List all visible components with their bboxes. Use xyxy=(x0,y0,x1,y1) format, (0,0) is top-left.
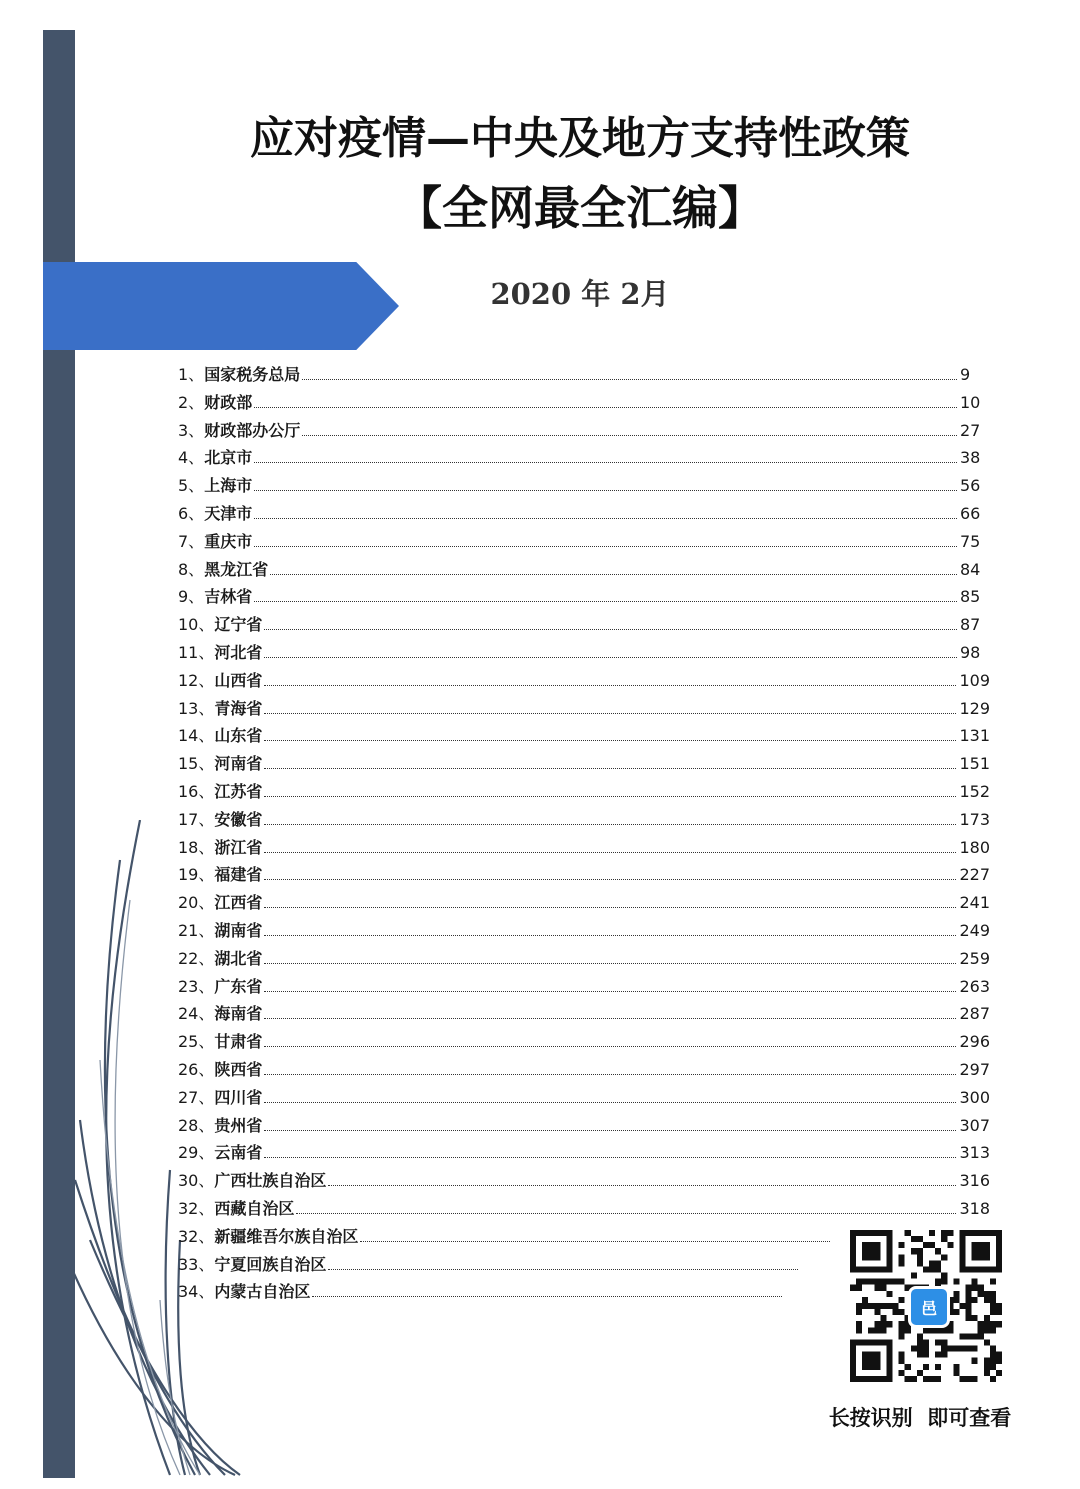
toc-entry[interactable] xyxy=(178,668,990,696)
toc-entry[interactable] xyxy=(178,1279,850,1307)
toc-entry-number: 32、 xyxy=(178,1226,215,1246)
toc-entry-number: 22、 xyxy=(178,948,215,968)
toc-entry-number: 25、 xyxy=(178,1032,215,1052)
toc-dot-leader xyxy=(264,685,956,686)
toc-entry-number: 26、 xyxy=(178,1059,215,1079)
qr-caption: 长按识别 即可查看 xyxy=(828,1406,1012,1430)
toc-entry-label: 吉林省 xyxy=(204,587,253,607)
toc-entry-page: 131 xyxy=(959,726,990,746)
toc-dot-leader xyxy=(264,768,956,769)
toc-dot-leader xyxy=(264,852,956,853)
toc-entry-page: 173 xyxy=(959,809,990,829)
toc-entry-number: 9、 xyxy=(178,587,205,607)
toc-entry[interactable] xyxy=(178,473,990,501)
toc-entry-page: 318 xyxy=(959,1198,990,1218)
toc-entry-page: 313 xyxy=(959,1143,990,1163)
toc-entry-label: 天津市 xyxy=(204,503,253,523)
toc-entry-page: 98 xyxy=(960,642,981,662)
toc-entry[interactable] xyxy=(178,640,990,668)
toc-entry-number: 13、 xyxy=(178,698,215,718)
toc-entry-number: 20、 xyxy=(178,893,215,913)
toc-dot-leader xyxy=(264,1018,956,1019)
toc-entry-number: 1、 xyxy=(178,365,205,384)
toc-entry-page: 75 xyxy=(960,531,981,551)
toc-dot-leader xyxy=(254,462,957,463)
toc-entry-label: 湖北省 xyxy=(214,948,263,968)
toc-dot-leader xyxy=(254,407,957,408)
toc-entry[interactable] xyxy=(178,445,990,473)
toc-entry[interactable] xyxy=(178,501,990,529)
toc-entry[interactable] xyxy=(178,946,990,974)
toc-entry-label: 云南省 xyxy=(214,1143,263,1163)
toc-dot-leader xyxy=(270,574,957,575)
toc-entry[interactable] xyxy=(178,1252,850,1280)
toc-entry-label: 青海省 xyxy=(214,698,263,718)
toc-entry-label: 内蒙古自治区 xyxy=(214,1282,311,1302)
toc-entry-page: 9 xyxy=(960,365,971,384)
toc-entry-page: 10 xyxy=(960,392,981,412)
toc-entry-page: 84 xyxy=(960,559,981,579)
toc-dot-leader xyxy=(264,963,956,964)
toc-dot-leader xyxy=(296,1213,956,1214)
toc-dot-leader xyxy=(264,740,956,741)
toc-entry-number: 5、 xyxy=(178,476,205,496)
toc-entry[interactable] xyxy=(178,1168,990,1196)
toc-entry-label: 上海市 xyxy=(204,476,253,496)
document-date: 2020 年 2月 xyxy=(490,277,670,311)
document-title: 应对疫情—中央及地方支持性政策 xyxy=(250,113,910,164)
toc-entry-label: 陕西省 xyxy=(214,1059,263,1079)
toc-entry-page: 300 xyxy=(959,1087,990,1107)
toc-entry[interactable] xyxy=(178,1085,990,1113)
toc-entry-number: 19、 xyxy=(178,865,215,885)
toc-entry[interactable] xyxy=(178,1224,850,1252)
toc-entry[interactable] xyxy=(178,584,990,612)
toc-entry-number: 21、 xyxy=(178,920,215,940)
toc-entry-page: 27 xyxy=(960,420,981,440)
toc-entry-label: 财政部 xyxy=(204,392,253,412)
toc-entry[interactable] xyxy=(178,529,990,557)
toc-dot-leader xyxy=(360,1241,830,1242)
toc-entry-label: 山东省 xyxy=(214,726,263,746)
toc-entry-label: 福建省 xyxy=(214,865,263,885)
toc-entry-number: 10、 xyxy=(178,615,215,635)
toc-entry[interactable] xyxy=(178,862,990,890)
toc-entry[interactable] xyxy=(178,751,990,779)
toc-entry-label: 江西省 xyxy=(214,893,263,913)
qr-logo-badge: 邑 xyxy=(908,1286,950,1328)
toc-entry-number: 27、 xyxy=(178,1087,215,1107)
toc-entry-number: 4、 xyxy=(178,448,205,468)
toc-entry-number: 11、 xyxy=(178,642,215,662)
toc-entry-number: 17、 xyxy=(178,809,215,829)
toc-dot-leader xyxy=(254,490,957,491)
toc-entry-number: 24、 xyxy=(178,1004,215,1024)
toc-entry-label: 北京市 xyxy=(204,448,253,468)
toc-entry[interactable] xyxy=(178,723,990,751)
toc-entry[interactable] xyxy=(178,890,990,918)
toc-entry-label: 河北省 xyxy=(214,642,263,662)
toc-entry-number: 18、 xyxy=(178,837,215,857)
toc-entry[interactable] xyxy=(178,557,990,585)
toc-entry[interactable] xyxy=(178,835,990,863)
toc-entry-label: 西藏自治区 xyxy=(214,1198,295,1218)
toc-entry[interactable] xyxy=(178,696,990,724)
toc-entry-label: 辽宁省 xyxy=(214,615,263,635)
toc-entry[interactable] xyxy=(178,418,990,446)
toc-entry-page: 316 xyxy=(959,1171,990,1191)
toc-entry-label: 重庆市 xyxy=(204,531,253,551)
toc-dot-leader xyxy=(264,657,957,658)
toc-entry-label: 山西省 xyxy=(214,670,263,690)
toc-entry-page: 263 xyxy=(959,976,990,996)
toc-entry-number: 30、 xyxy=(178,1171,215,1191)
toc-dot-leader xyxy=(264,1157,956,1158)
toc-dot-leader xyxy=(302,435,957,436)
toc-dot-leader xyxy=(254,601,957,602)
toc-entry-number: 6、 xyxy=(178,503,205,523)
toc-entry-number: 34、 xyxy=(178,1282,215,1302)
toc-entry-label: 宁夏回族自治区 xyxy=(214,1254,327,1274)
toc-dot-leader xyxy=(254,546,957,547)
toc-entry-label: 黑龙江省 xyxy=(204,559,269,579)
toc-entry-label: 新疆维吾尔族自治区 xyxy=(214,1226,359,1246)
toc-entry[interactable] xyxy=(178,974,990,1002)
toc-entry-page: 307 xyxy=(959,1115,990,1135)
toc-dot-leader xyxy=(264,1130,956,1131)
toc-entry-number: 8、 xyxy=(178,559,205,579)
toc-entry[interactable] xyxy=(178,1057,990,1085)
toc-entry-label: 海南省 xyxy=(214,1004,263,1024)
toc-entry-page: 296 xyxy=(959,1032,990,1052)
toc-dot-leader xyxy=(264,824,956,825)
toc-entry-number: 29、 xyxy=(178,1143,215,1163)
toc-entry-number: 16、 xyxy=(178,781,215,801)
toc-entry[interactable] xyxy=(178,1001,990,1029)
toc-entry-number: 15、 xyxy=(178,754,215,774)
toc-entry[interactable] xyxy=(178,1196,990,1224)
toc-entry-page: 180 xyxy=(959,837,990,857)
toc-dot-leader xyxy=(264,629,957,630)
toc-entry-page: 66 xyxy=(960,503,981,523)
toc-entry-label: 安徽省 xyxy=(214,809,263,829)
arrow-banner xyxy=(43,262,399,350)
toc-entry-page: 249 xyxy=(959,920,990,940)
toc-entry-number: 14、 xyxy=(178,726,215,746)
toc-entry-page: 259 xyxy=(959,948,990,968)
toc-entry-page: 227 xyxy=(959,865,990,885)
toc-dot-leader xyxy=(264,935,956,936)
toc-dot-leader xyxy=(264,1102,956,1103)
toc-entry-page: 85 xyxy=(960,587,981,607)
toc-entry-number: 32、 xyxy=(178,1198,215,1218)
toc-entry[interactable] xyxy=(178,390,990,418)
toc-entry-number: 12、 xyxy=(178,670,215,690)
toc-entry[interactable] xyxy=(178,918,990,946)
toc-dot-leader xyxy=(312,1296,782,1297)
toc-dot-leader xyxy=(302,379,957,380)
toc-entry-number: 2、 xyxy=(178,392,205,412)
toc-entry-page: 109 xyxy=(959,670,990,690)
toc-entry-number: 3、 xyxy=(178,420,205,440)
toc-dot-leader xyxy=(264,1046,956,1047)
toc-dot-leader xyxy=(264,1074,956,1075)
toc-entry-page: 38 xyxy=(960,448,981,468)
toc-entry-label: 河南省 xyxy=(214,754,263,774)
toc-dot-leader xyxy=(328,1269,798,1270)
toc-entry-page: 129 xyxy=(959,698,990,718)
toc-entry-page: 287 xyxy=(959,1004,990,1024)
table-of-contents xyxy=(178,362,990,1307)
toc-entry-page: 297 xyxy=(959,1059,990,1079)
toc-dot-leader xyxy=(264,713,956,714)
toc-entry-label: 四川省 xyxy=(214,1087,263,1107)
toc-entry-label: 国家税务总局 xyxy=(204,365,301,384)
document-subtitle: 【全网最全汇编】 xyxy=(396,181,764,235)
toc-entry[interactable] xyxy=(178,807,990,835)
toc-entry-page: 241 xyxy=(959,893,990,913)
toc-dot-leader xyxy=(254,518,957,519)
toc-entry-page: 56 xyxy=(960,476,981,496)
toc-entry-label: 财政部办公厅 xyxy=(204,420,301,440)
toc-entry[interactable] xyxy=(178,1029,990,1057)
toc-entry-number: 28、 xyxy=(178,1115,215,1135)
toc-entry-label: 甘肃省 xyxy=(214,1032,263,1052)
toc-entry-label: 湖南省 xyxy=(214,920,263,940)
toc-dot-leader xyxy=(264,991,956,992)
toc-entry-label: 贵州省 xyxy=(214,1115,263,1135)
toc-entry-label: 广西壮族自治区 xyxy=(214,1171,327,1191)
toc-dot-leader xyxy=(264,879,956,880)
toc-dot-leader xyxy=(264,796,956,797)
toc-entry-page: 152 xyxy=(959,781,990,801)
toc-entry[interactable] xyxy=(178,362,990,390)
toc-entry-label: 江苏省 xyxy=(214,781,263,801)
toc-entry-number: 33、 xyxy=(178,1254,215,1274)
toc-entry-page: 151 xyxy=(959,754,990,774)
toc-entry-number: 7、 xyxy=(178,531,205,551)
toc-entry[interactable] xyxy=(178,779,990,807)
toc-dot-leader xyxy=(264,907,956,908)
toc-entry-page: 87 xyxy=(960,615,981,635)
toc-entry-label: 浙江省 xyxy=(214,837,263,857)
toc-entry[interactable] xyxy=(178,612,990,640)
toc-entry[interactable] xyxy=(178,1140,990,1168)
toc-entry[interactable] xyxy=(178,1113,990,1141)
toc-dot-leader xyxy=(328,1185,956,1186)
toc-entry-number: 23、 xyxy=(178,976,215,996)
toc-entry-label: 广东省 xyxy=(214,976,263,996)
